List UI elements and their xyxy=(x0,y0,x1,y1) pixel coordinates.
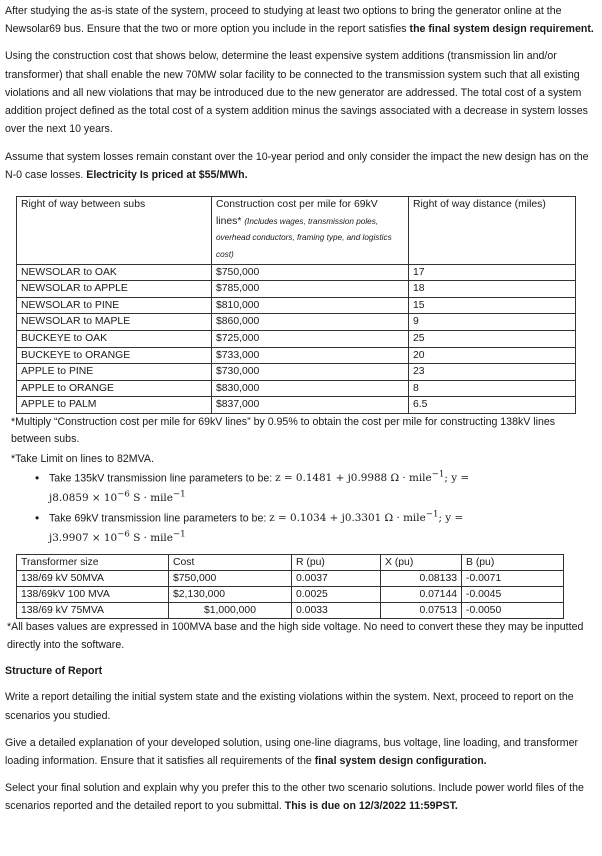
transformer-r: 0.0033 xyxy=(292,603,381,619)
parameter-list xyxy=(35,468,596,548)
transformer-table-body xyxy=(17,570,564,618)
line-distance: 9 xyxy=(409,314,576,331)
param-135kv: • Take 135kV transmission line parameters to be: z = 0.1481 + j0.9988 Ω · mile$^{-1}$; y = $j8.0859 \times 10^{-6}$ S · mile$^{-1}$ xyxy=(35,468,596,508)
line-table-header xyxy=(17,196,576,264)
transformer-size: 138/69 kV 50MVA xyxy=(17,570,169,586)
transformer-table-row xyxy=(17,603,564,619)
intro-paragraph-1 xyxy=(5,2,596,38)
line-table-body xyxy=(17,264,576,413)
transformer-header-b: B (pu) xyxy=(462,554,564,570)
line-distance: 18 xyxy=(409,281,576,298)
transformer-table xyxy=(16,554,564,619)
base-note: *All bases values are expressed in 100MVA base and the high side voltage. No need to convert these they may be inputted directly into the software. xyxy=(7,621,584,651)
line-distance: 8 xyxy=(409,380,576,397)
line-cost: $750,000 xyxy=(212,264,409,281)
intro-paragraph-3 xyxy=(5,148,596,184)
line-table-header-distance: Right of way distance (miles) xyxy=(409,196,576,264)
line-route: BUCKEYE to ORANGE xyxy=(17,347,212,364)
line-table-row xyxy=(17,364,576,381)
line-table-row xyxy=(17,297,576,314)
transformer-b: -0.0050 xyxy=(462,603,564,619)
line-cost: $733,000 xyxy=(212,347,409,364)
transformer-table-row xyxy=(17,570,564,586)
transformer-table-row xyxy=(17,587,564,603)
intro-p1-text: After studying the as-is state of the system, proceed to studying at least two options to bring the generator online at the Newsolar69 bus. Ensure that the two or more option you include in the report satisfies xyxy=(5,5,562,36)
line-table-row xyxy=(17,347,576,364)
line-table-header-route: Right of way between subs xyxy=(17,196,212,264)
line-cost: $730,000 xyxy=(212,364,409,381)
intro-p3-text: Assume that system losses remain constant over the 10-year period and only consider the impact the new design has on the N-0 case losses. xyxy=(5,150,589,181)
line-route: NEWSOLAR to MAPLE xyxy=(17,314,212,331)
intro-paragraph-2: Using the construction cost that shows below, determine the least expensive system additions (transmission lin and/or transformer) that shall enable the new 70MW solar facility to be connected to the transmission system such that all existing violations and all new violations that may be introduced due to the new generator are addressed. The total cost of a system addition project defined as the total cost of a system addition minus the savings associated with a decrease in system losses over the next 10 years. xyxy=(5,50,588,136)
line-distance: 20 xyxy=(409,347,576,364)
line-table-header-note: (Includes wages, transmission poles, overhead conductors, framing type, and logistics cost) xyxy=(216,216,392,259)
transformer-table-header xyxy=(17,554,564,570)
transformer-size: 138/69 kV 75MVA xyxy=(17,603,169,619)
line-table-row xyxy=(17,281,576,298)
line-cost: $810,000 xyxy=(212,297,409,314)
transformer-cost: $2,130,000 xyxy=(169,587,292,603)
transformer-size: 138/69kV 100 MVA xyxy=(17,587,169,603)
line-route: APPLE to PALM xyxy=(17,397,212,414)
line-table-row xyxy=(17,397,576,414)
structure-title: Structure of Report xyxy=(5,665,103,678)
transformer-header-cost: Cost xyxy=(169,554,292,570)
line-table-header-cost: Construction cost per mile for 69kV lines* (Includes wages, transmission poles, overhead conductors, framing type, and logistics cost) xyxy=(212,196,409,264)
note-limit: *Take Limit on lines to 82MVA. xyxy=(11,452,154,465)
transformer-x: 0.07513 xyxy=(381,603,462,619)
line-table-row xyxy=(17,314,576,331)
transformer-x: 0.07144 xyxy=(381,587,462,603)
param-69kv-y: $j3.9907 \times 10^{-6}$ S · mile$^{-1}$ xyxy=(49,529,186,545)
transformer-r: 0.0025 xyxy=(292,587,381,603)
line-route: APPLE to PINE xyxy=(17,364,212,381)
intro-p3-bold: Electricity Is priced at $55/MWh. xyxy=(86,168,248,181)
structure-paragraph-1: Write a report detailing the initial system state and the existing violations within the system. Next, proceed to report on the scenarios you studied. xyxy=(5,691,574,722)
param-135kv-y: $j8.0859 \times 10^{-6}$ S · mile$^{-1}$ xyxy=(49,489,186,505)
transformer-header-size: Transformer size xyxy=(17,554,169,570)
note-multiply: *Multiply “Construction cost per mile for 69kV lines” by 0.95% to obtain the cost per mile for constructing 138kV lines between subs. xyxy=(11,416,556,445)
line-route: BUCKEYE to OAK xyxy=(17,330,212,347)
line-cost: $830,000 xyxy=(212,380,409,397)
structure-paragraph-2: Give a detailed explanation of your developed solution, using one-line diagrams, bus voltage, line loading, and transformer loading information. Ensure that it satisfies all requirements of the final system design configuration. xyxy=(5,736,579,768)
line-cost: $837,000 xyxy=(212,397,409,414)
line-cost: $785,000 xyxy=(212,281,409,298)
param-135kv-z: z = 0.1481 + j0.9988 Ω · mile$^{-1}$; y = xyxy=(275,469,470,485)
intro-p1-bold: the final system design requirement. xyxy=(409,23,594,36)
line-table-row xyxy=(17,380,576,397)
line-cost: $725,000 xyxy=(212,330,409,347)
line-table-row xyxy=(17,264,576,281)
transformer-cost: $750,000 xyxy=(169,570,292,586)
line-route: APPLE to ORANGE xyxy=(17,380,212,397)
line-route: NEWSOLAR to OAK xyxy=(17,264,212,281)
line-distance: 17 xyxy=(409,264,576,281)
line-distance: 6.5 xyxy=(409,397,576,414)
line-route: NEWSOLAR to PINE xyxy=(17,297,212,314)
param-69kv: • Take 69kV transmission line parameters to be: z = 0.1034 + j0.3301 Ω · mile$^{-1}$; y = $j3.9907 \times 10^{-6}$ S · mile$^{-1}$ xyxy=(35,508,596,548)
transformer-b: -0.0045 xyxy=(462,587,564,603)
line-cost-table xyxy=(16,196,576,414)
structure-paragraph-3: Select your final solution and explain why you prefer this to the other two scenario solutions. Include power world files of the scenarios reported and the detailed report to you submittal. This is due on 12/3/2022 11:59PST. xyxy=(5,782,584,813)
transformer-x: 0.08133 xyxy=(381,570,462,586)
transformer-b: -0.0071 xyxy=(462,570,564,586)
line-table-row xyxy=(17,330,576,347)
line-route: NEWSOLAR to APPLE xyxy=(17,281,212,298)
line-cost: $860,000 xyxy=(212,314,409,331)
line-distance: 25 xyxy=(409,330,576,347)
line-distance: 23 xyxy=(409,364,576,381)
param-69kv-z: z = 0.1034 + j0.3301 Ω · mile$^{-1}$; y = xyxy=(269,509,464,525)
transformer-header-x: X (pu) xyxy=(381,554,462,570)
transformer-header-r: R (pu) xyxy=(292,554,381,570)
line-distance: 15 xyxy=(409,297,576,314)
transformer-r: 0.0037 xyxy=(292,570,381,586)
transformer-cost: $1,000,000 xyxy=(169,603,292,619)
